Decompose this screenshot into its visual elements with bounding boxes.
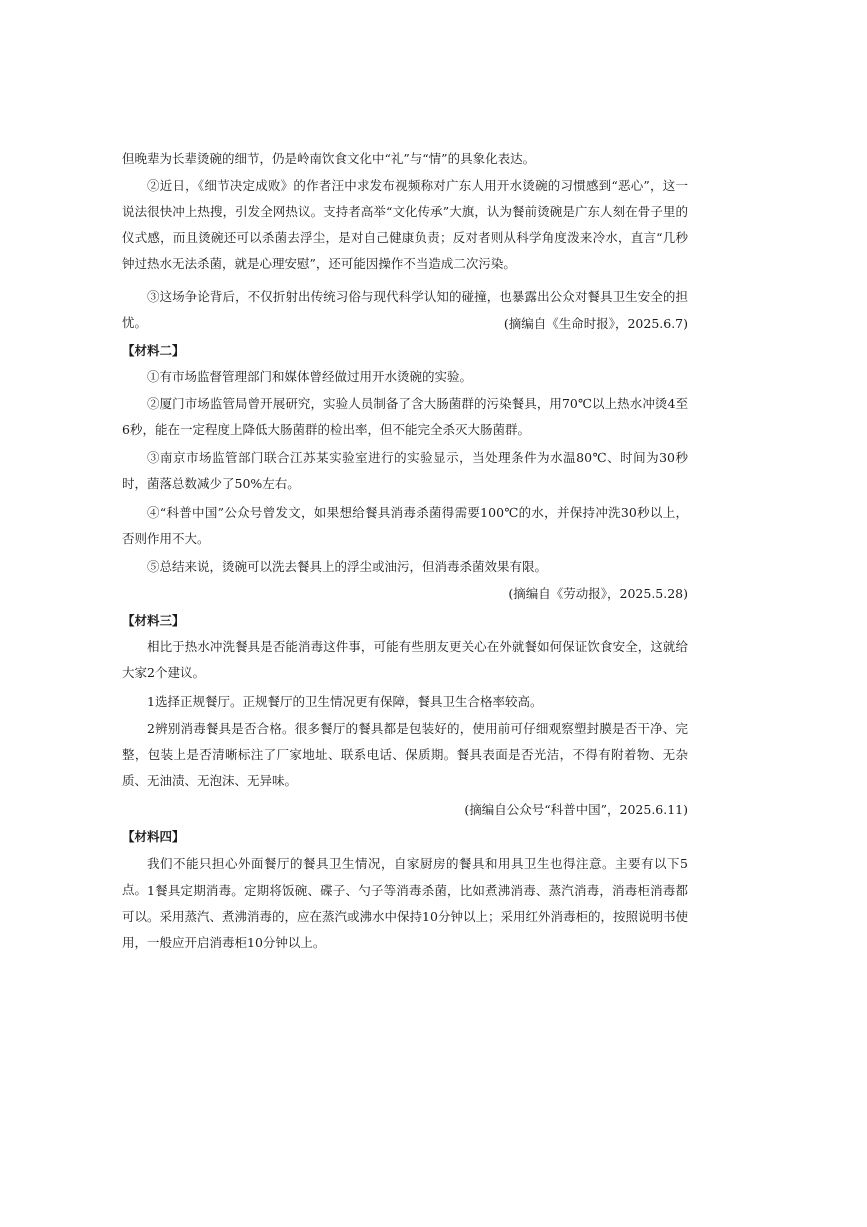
material4-intro: 我们不能只担心外面餐厅的餐具卫生情况，自家厨房的餐具和用具卫生也得注意。主要有以下5点。 [122, 856, 688, 897]
section-heading-4: 【材料四】 [122, 829, 185, 844]
source-citation-3: (摘编自公众号“科普中国”，2025.6.11) [464, 802, 688, 817]
paragraph-3: ③这场争论背后，不仅折射出传统习俗与现代科学认知的碰撞，也暴露出公众对餐具卫生安全的担忧。 [122, 289, 688, 330]
section-heading-3: 【材料三】 [122, 613, 185, 628]
material2-item-5: ⑤总结来说，烫碗可以洗去餐具上的浮尘或油污，但消毒杀菌效果有限。 [147, 559, 548, 574]
material3-item-2: 2辨别消毒餐具是否合格。很多餐厅的餐具都是包装好的，使用前可仔细观察塑封膜是否干净、完整，包装上是否清晰标注了厂家地址、联系电话、保质期。餐具表面是否光洁，不得有附着物、无杂质、无油渍、无泡沫、无异味。 [122, 721, 688, 788]
material3-intro: 相比于热水冲洗餐具是否能消毒这件事，可能有些朋友更关心在外就餐如何保证饮食安全，这就给大家2个建议。 [122, 639, 688, 680]
material2-item-4: ④“科普中国”公众号曾发文，如果想给餐具消毒杀菌得需要100℃的水，并保持冲洗30秒以上，否则作用不大。 [122, 505, 688, 546]
material3-item-1: 1选择正规餐厅。正规餐厅的卫生情况更有保障，餐具卫生合格率较高。 [147, 694, 543, 709]
paragraph-2: ②近日，《细节决定成败》的作者汪中求发布视频称对广东人用开水烫碗的习惯感到“恶心”，这一说法很快冲上热搜，引发全网热议。支持者高举“文化传承”大旗，认为餐前烫碗是广东人刻在骨子里的仪式感，而且烫碗还可以杀菌去浮尘，是对自己健康负责；反对者则从科学角度泼来冷水，直言“几秒钟过热水无法杀菌，就是心理安慰”，还可能因操作不当造成二次污染。 [122, 178, 688, 271]
material2-item-1: ①有市场监督管理部门和媒体曾经做过用开水烫碗的实验。 [147, 369, 473, 384]
source-citation-1: (摘编自《生命时报》，2025.6.7) [503, 316, 688, 331]
material4-item-1: 1餐具定期消毒。定期将饭碗、碟子、勺子等消毒杀菌，比如煮沸消毒、蒸汽消毒，消毒柜消毒都可以。采用蒸汽、煮沸消毒的，应在蒸汽或沸水中保持10分钟以上；采用红外消毒柜的，按照说明书使用，一般应开启消毒柜10分钟以上。 [122, 883, 688, 950]
section-heading-2: 【材料二】 [122, 343, 185, 358]
paragraph-continuation: 但晚辈为长辈烫碗的细节，仍是岭南饮食文化中“礼”与“情”的具象化表达。 [122, 151, 536, 166]
material2-item-3: ③南京市场监管部门联合江苏某实验室进行的实验显示，当处理条件为水温80℃、时间为30秒时，菌落总数减少了50%左右。 [122, 450, 688, 491]
material2-item-2: ②厦门市场监管局曾开展研究，实验人员制备了含大肠菌群的污染餐具，用70℃以上热水冲烫4至6秒，能在一定程度上降低大肠菌群的检出率，但不能完全杀灭大肠菌群。 [122, 396, 688, 437]
source-citation-2: (摘编自《劳动报》，2025.5.28) [508, 586, 688, 601]
